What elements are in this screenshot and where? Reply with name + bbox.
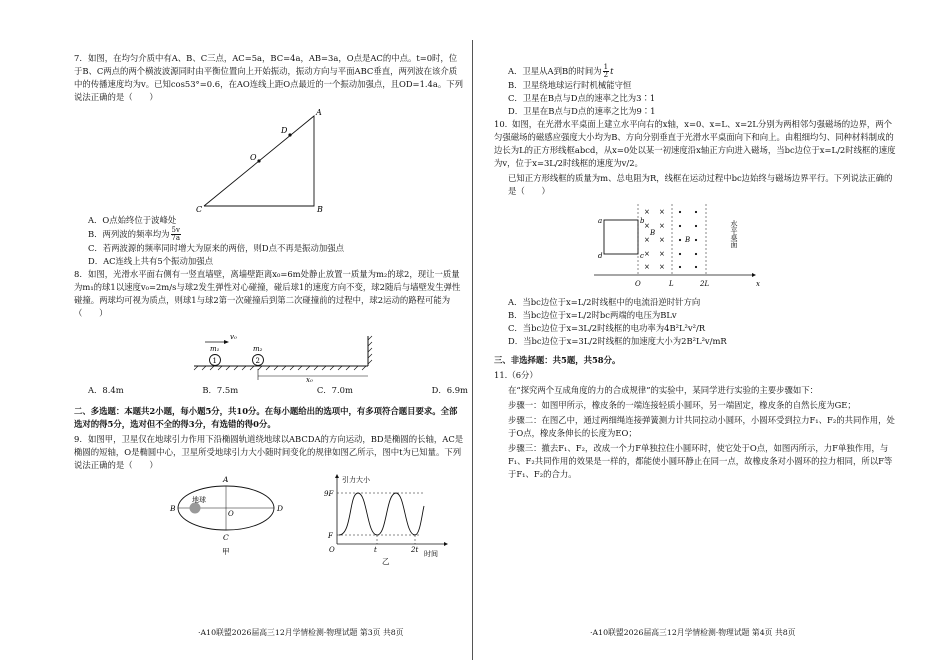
field-into-marks bbox=[644, 208, 665, 271]
fraction-denominator: 2 bbox=[603, 71, 609, 79]
wall-hatch bbox=[368, 336, 372, 364]
svg-text:×: × bbox=[644, 222, 650, 231]
question-11-intro: 在“探究两个互成角度的力的合成规律”的实验中，某同学进行实验的主要步骤如下： bbox=[508, 385, 819, 396]
v0-label: v₀ bbox=[230, 333, 237, 342]
q10-option-b: B．当bc边位于x=L/2时bc两端的电压为BLv bbox=[508, 310, 677, 321]
earth-icon bbox=[190, 503, 201, 514]
svg-text:×: × bbox=[644, 250, 650, 259]
magnetic-field-figure bbox=[494, 200, 896, 296]
label-a: A bbox=[223, 475, 229, 485]
m2-label: m₂ bbox=[253, 345, 263, 354]
orbit-figures bbox=[74, 474, 464, 566]
collision-figure bbox=[74, 322, 464, 384]
caption-jia: 甲 bbox=[222, 547, 230, 557]
section-2-title: 二、多选题：本题共2小题，每小题5分，共10分。在每小题给出的选项中，有多项符合题目要求。全部选对的得5分，选对但不全的得3分，有选错的得0分。 bbox=[74, 406, 458, 430]
q8-options bbox=[88, 384, 468, 397]
svg-text:×: × bbox=[644, 208, 650, 217]
section-3-title: 三、非选择题：共5题，共58分。 bbox=[494, 355, 621, 366]
question-text: 如图甲，卫星仅在地球引力作用下沿椭圆轨道绕地球以ABCDA的方向运动，BD是椭圆的长轴，AC是椭圆的短轴，O是椭圆中心，卫星所受地球引力大小随时间变化的规律如图乙所示，图中t为已知量。下列说法正确的是（ ） bbox=[74, 434, 464, 471]
m1-label: m₁ bbox=[210, 345, 220, 354]
floor-hatch bbox=[194, 366, 366, 370]
page-footer-left: ·A10联盟2026届高三12月学情检测·物理试题 第3页 共8页 bbox=[198, 628, 404, 637]
q9-option-d: D．卫星在B点与D点的速率之比为9∶1 bbox=[508, 106, 656, 117]
table-label: 水平桌面 bbox=[730, 220, 738, 249]
q7-option-a: A．O点始终位于波峰处 bbox=[88, 215, 177, 226]
tick-9f: 9F bbox=[324, 490, 334, 499]
svg-text:×: × bbox=[659, 236, 665, 245]
point-d bbox=[288, 133, 291, 136]
y-axis-label: 引力大小 bbox=[342, 476, 370, 485]
ball-1-label: 1 bbox=[212, 357, 217, 366]
label-a: A bbox=[316, 108, 322, 118]
fraction bbox=[603, 64, 609, 79]
left-column bbox=[74, 52, 468, 567]
svg-text:×: × bbox=[644, 236, 650, 245]
question-11-step1: 步骤一：如图甲所示，橡皮条的一端连接轻质小圆环，另一端固定，橡皮条的自然长度为GE； bbox=[508, 400, 856, 411]
question-number: 8. bbox=[74, 269, 82, 280]
question-11-header: 11.（6分） bbox=[494, 370, 538, 381]
x-label: x bbox=[756, 280, 760, 289]
label-c: C bbox=[223, 533, 229, 543]
question-10-cont: 已知正方形线框的质量为m、总电阻为R，线框在运动过程中bc边始终与磁场边界平行。下列说法正确的是（ ） bbox=[508, 173, 893, 197]
field-b-label-1: B bbox=[650, 229, 656, 238]
tick-l: L bbox=[669, 280, 674, 289]
question-number: 9. bbox=[74, 434, 82, 445]
page-footer-right: ·A10联盟2026届高三12月学情检测·物理试题 第4页 共8页 bbox=[590, 628, 796, 637]
square-loop bbox=[604, 220, 638, 254]
svg-text:×: × bbox=[659, 263, 665, 272]
fraction bbox=[171, 227, 181, 242]
x-axis-arrow bbox=[752, 273, 756, 277]
question-text: 如图，在均匀介质中有A、B、C三点，AC=5a，BC=4a，AB=3a，O点是AC的中点。t=0时，位于B、C两点的两个横波波源同时由平衡位置向上开始振动，振动方向与平面ABC垂直，两列波在该介质中的传播速度均为v。已知cos53°=0.6，在AO连线上距O点最近的一个振动加强点，且OD=1.4a。下列说法正确的是（ ） bbox=[74, 53, 464, 103]
question-text: 如图，在光滑水平桌面上建立水平向右的x轴，x=0、x=L、x=2L分别为两相邻匀强磁场的边界，两个匀强磁场的磁感应强度大小均为B、方向分别垂直于光滑水平桌面向下和向上。由粗细均匀、同种材料制成的边长为L的正方形线框abcd，从x=0处以某一初速度沿x轴正方向进入磁场，当bc边位于x=L/2时线框的速度为v，位于x=3L/2时线框的速度为v/2。 bbox=[494, 119, 896, 169]
label-d: D bbox=[277, 504, 284, 514]
fraction-numerator: 1 bbox=[603, 63, 609, 71]
label-o: O bbox=[250, 153, 257, 163]
x0-label: x₀ bbox=[306, 376, 313, 385]
origin-label: O bbox=[329, 546, 335, 555]
tick-2t: 2t bbox=[411, 546, 419, 555]
label-d: D bbox=[281, 126, 288, 136]
question-9 bbox=[74, 433, 464, 472]
ball-2-label: 2 bbox=[255, 357, 260, 366]
q7-option-d: D．AC连线上共有5个振动加强点 bbox=[88, 256, 213, 267]
svg-text:×: × bbox=[659, 208, 665, 217]
q8-option-c: C．7.0m bbox=[316, 385, 353, 396]
force-curve bbox=[339, 493, 424, 535]
tick-t: t bbox=[374, 546, 377, 555]
x-axis-arrow bbox=[444, 542, 448, 546]
earth-label: 地球 bbox=[192, 496, 206, 505]
question-number: 7. bbox=[74, 53, 82, 63]
question-10 bbox=[494, 118, 896, 170]
label-a: a bbox=[598, 217, 603, 226]
question-8 bbox=[74, 268, 464, 320]
y-axis-arrow bbox=[335, 474, 339, 478]
q8-option-d: D．6.9m bbox=[431, 385, 468, 396]
question-11-step3: 步骤三：撤去F₁、F₂，改成一个力F单独拉住小圆环时，使它处于O点，如图丙所示，力F单独作用，与F₁、F₂共同作用的效果是一样的，都能使小圆环静止在同一点，故橡皮条对小圆环的拉力相同，所以F等于F₁、F₂的合力。 bbox=[508, 443, 893, 480]
arrow-head bbox=[224, 340, 229, 344]
tick-2l: 2L bbox=[700, 280, 710, 289]
q7-option-c: C．若两波源的频率同时增大为原来的两倍，则D点不再是振动加强点 bbox=[88, 243, 344, 254]
q10-option-d: D．当bc边位于x=3L/2时线框的加速度大小为2B²L²v/mR bbox=[508, 336, 727, 347]
q9-option-c: C．卫星在B点与D点的速率之比为3∶1 bbox=[508, 93, 656, 104]
q8-option-a: A．8.4m bbox=[88, 385, 124, 396]
q8-option-b: B．7.5m bbox=[202, 385, 239, 396]
right-column bbox=[494, 64, 896, 483]
q7-option-b-text: B．两列波的频率均为 bbox=[88, 229, 170, 240]
q9-option-a-var: t bbox=[610, 66, 614, 76]
q9-option-b: B．卫星绕地球运行时机械能守恒 bbox=[508, 80, 632, 90]
q10-option-c: C．当bc边位于x=3L/2时线框的电功率为4B²L²v²/R bbox=[508, 323, 706, 334]
q9-option-a-text: A．卫星从A到B的时间为 bbox=[508, 66, 602, 76]
label-b: B bbox=[317, 205, 323, 215]
field-b-label-2: B bbox=[685, 236, 691, 245]
label-b: b bbox=[640, 217, 645, 226]
question-number: 10. bbox=[494, 119, 508, 130]
q10-option-a: A．当bc边位于x=L/2时线框中的电流沿逆时针方向 bbox=[508, 297, 701, 308]
svg-text:×: × bbox=[644, 263, 650, 272]
q9-option-a bbox=[508, 64, 896, 79]
svg-text:×: × bbox=[659, 250, 665, 259]
origin-label: O bbox=[635, 280, 641, 289]
column-divider bbox=[472, 40, 473, 660]
svg-text:×: × bbox=[659, 222, 665, 231]
question-text: 如图，光滑水平面右侧有一竖直墙壁，离墙壁距离x₀=6m处静止放置一质量为m₂的球2，现让一质量为m₁的球1以速度v₀=2m/s与球2发生弹性对心碰撞，碰后球1的速度方向不变，球2随后与墙壁发生弹性碰撞。两球均可视为质点，则球1与球2第一次碰撞后到第二次碰撞前的过程中，球2运动的路程可能为（ ） bbox=[74, 269, 461, 319]
fraction-denominator: 7a bbox=[171, 234, 181, 243]
question-7 bbox=[74, 52, 464, 104]
triangle-figure bbox=[74, 106, 464, 214]
label-d: d bbox=[598, 252, 603, 261]
caption-yi: 乙 bbox=[382, 557, 390, 567]
label-b: B bbox=[170, 504, 176, 514]
tick-f: F bbox=[328, 532, 333, 541]
x-axis-label: 时间 bbox=[424, 550, 438, 559]
fraction-numerator: 5v bbox=[171, 226, 180, 235]
label-c: c bbox=[640, 252, 644, 261]
q7-option-b bbox=[88, 227, 464, 242]
label-o: O bbox=[228, 510, 234, 519]
point-o bbox=[257, 159, 260, 162]
label-c: C bbox=[196, 205, 203, 215]
question-11-step2: 步骤二：在图乙中，通过两细绳连接弹簧测力计共同拉动小圆环，小圆环受到拉力F₁、F₂的共同作用，处于O点，橡皮条伸长的长度为EO； bbox=[508, 415, 895, 439]
